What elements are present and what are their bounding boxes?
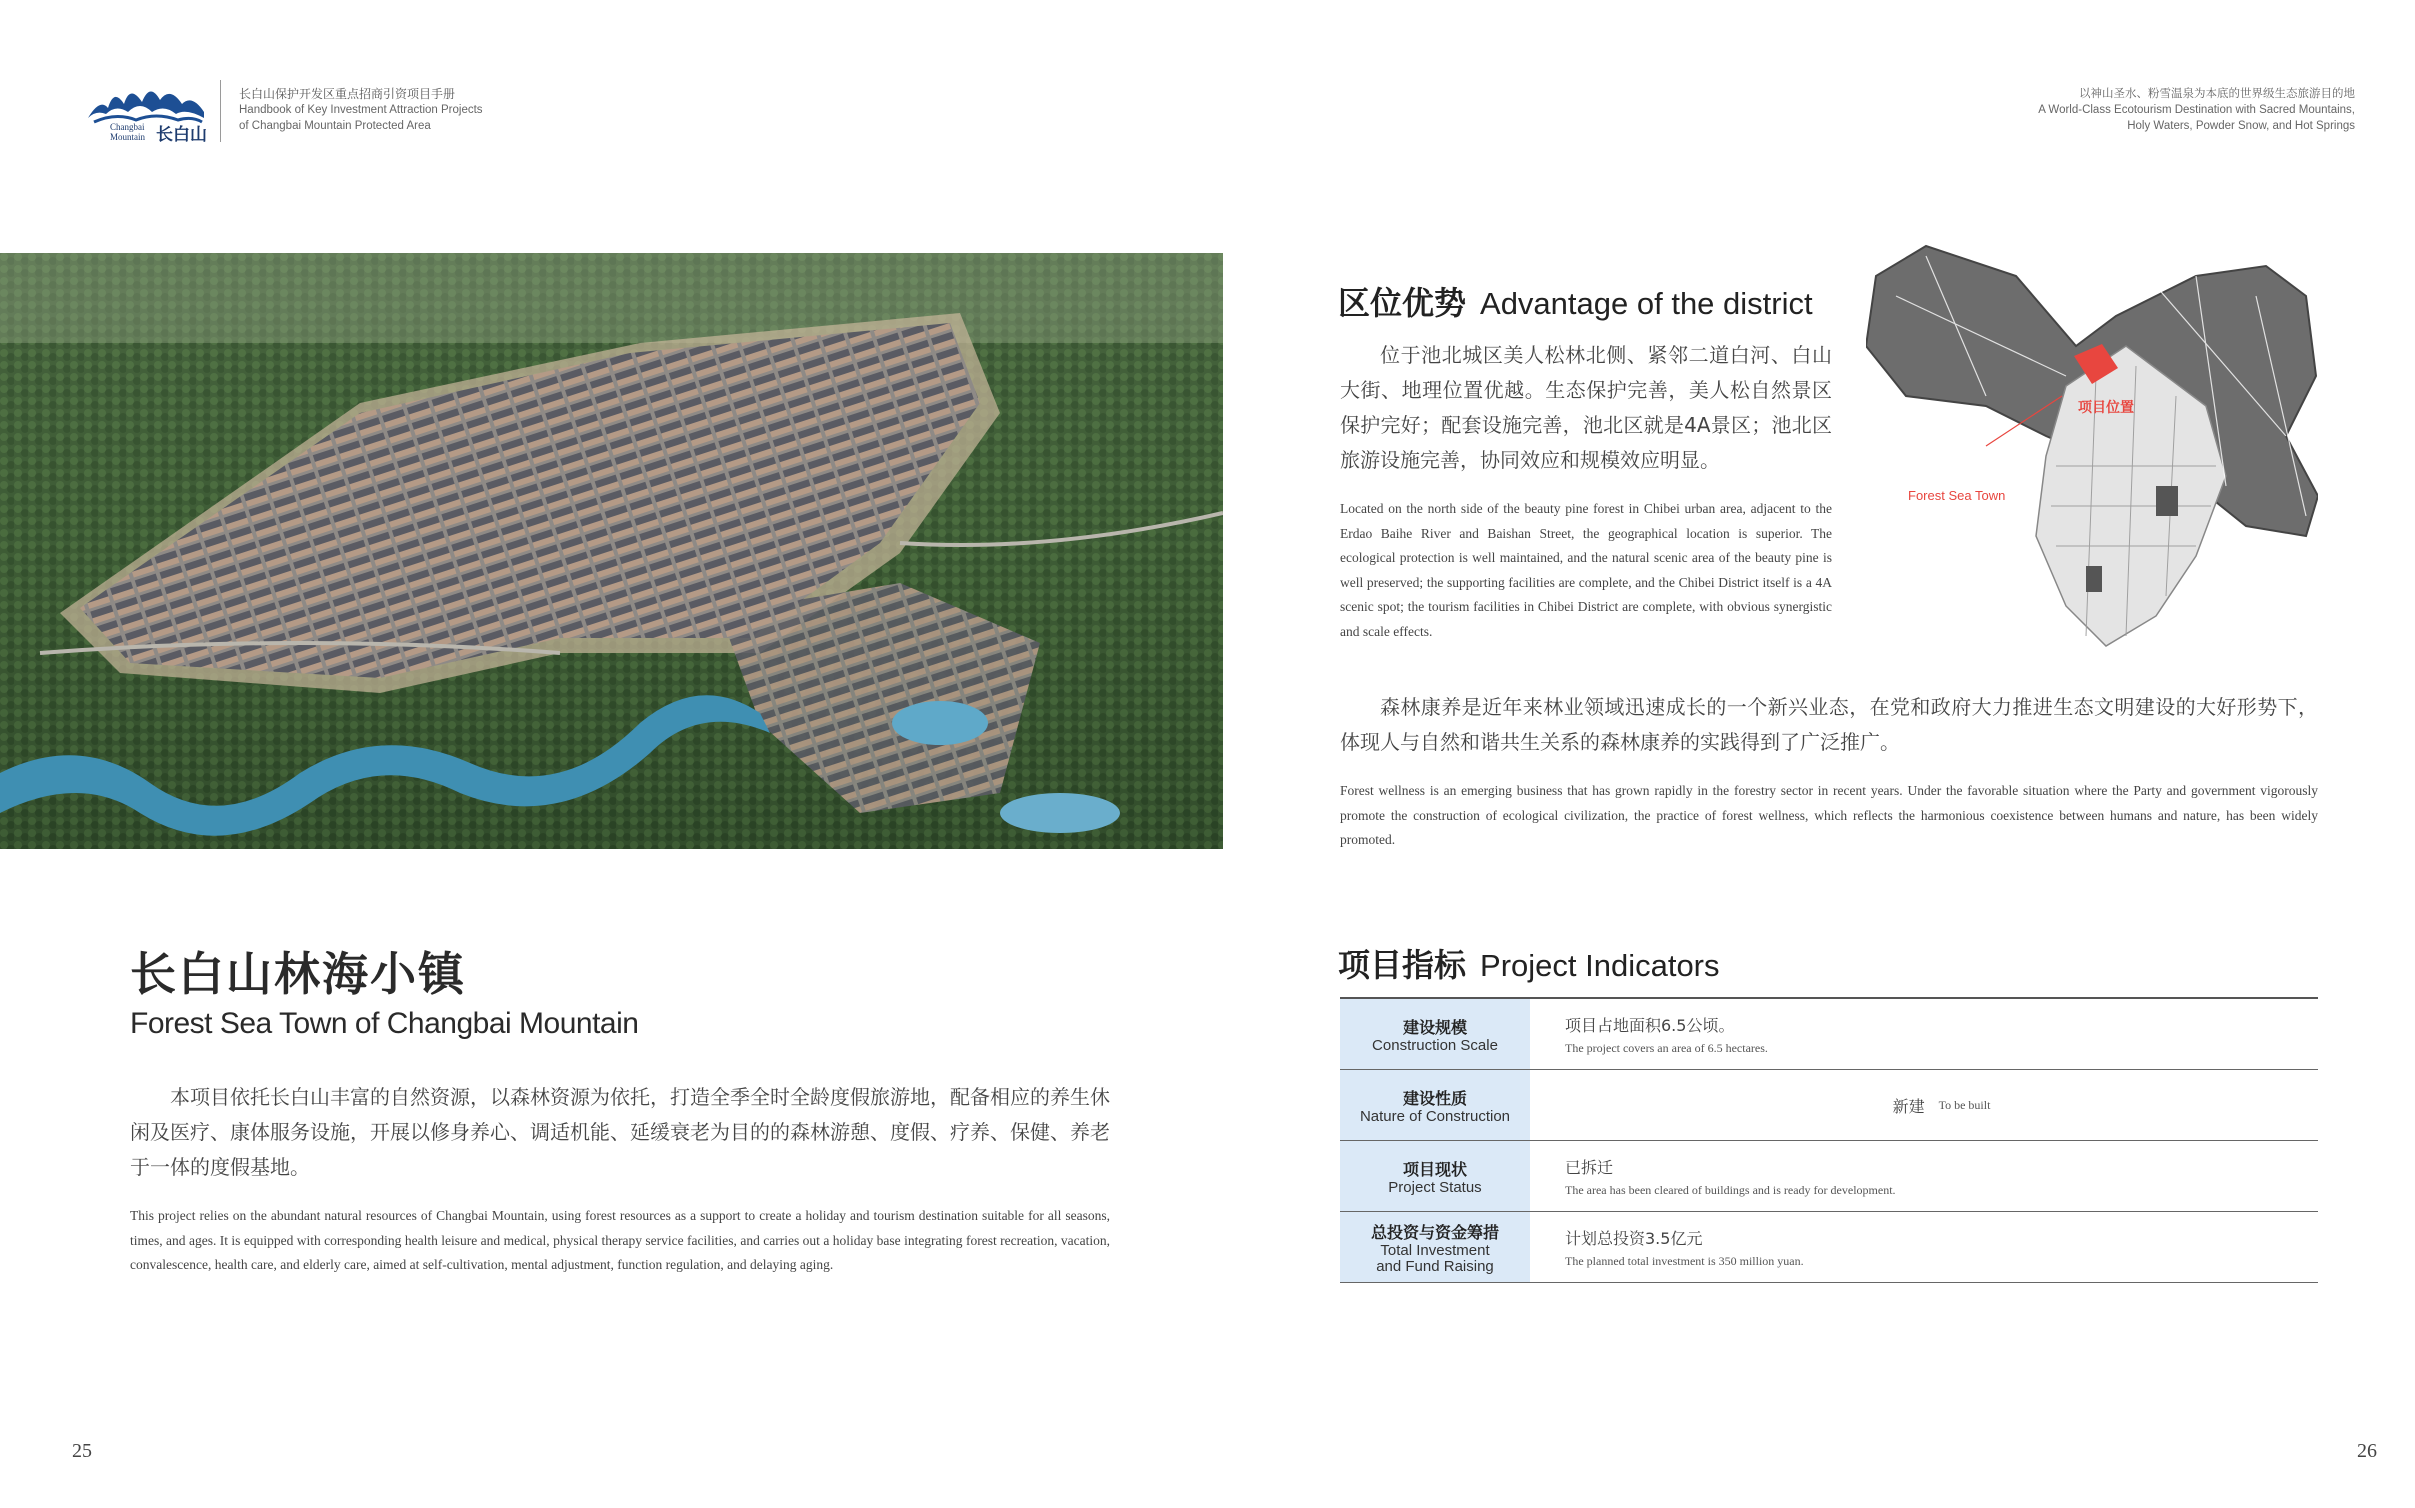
indicators-section-title bbox=[1338, 940, 1720, 986]
indicators-title-zh: 项目指标 bbox=[1338, 946, 1467, 984]
wellness-text-zh: 森林康养是近年来林业领域迅速成长的一个新兴业态，在党和政府大力推进生态文明建设的大好形势下，体现人与自然和谐共生关系的森林康养的实践得到了广泛推广。 bbox=[1340, 695, 2318, 754]
indicator-label: 建设规模 Construction Scale bbox=[1340, 999, 1530, 1069]
indicators-table bbox=[1340, 997, 2318, 1283]
table-row bbox=[1340, 1070, 2318, 1141]
aerial-rendering-image bbox=[0, 253, 1223, 849]
page-number-left: 25 bbox=[72, 1440, 92, 1462]
header-divider bbox=[220, 80, 221, 142]
table-row bbox=[1340, 999, 2318, 1070]
indicator-value: 新建 To be built bbox=[1892, 1096, 1991, 1116]
wellness-text-en: Forest wellness is an emerging business that has grown rapidly in the forestry sector in recent years. Under the favorable situation where the Party and government vigorously promote the construction of ecological civilization, the practice of forest wellness, which reflects the harmonious coexistence between humans and nature, has been widely promoted. bbox=[1340, 783, 2318, 847]
page-title-en: Forest Sea Town of Changbai Mountain bbox=[130, 1007, 639, 1040]
map-label-en: Forest Sea Town bbox=[1908, 488, 2006, 503]
handbook-title: 长白山保护开发区重点招商引资项目手册 Handbook of Key Investment Attraction Projects of Changbai Mountain Protected Area bbox=[239, 87, 483, 132]
logo-brand: 长白山 bbox=[156, 125, 207, 145]
indicators-title-en: Project Indicators bbox=[1480, 948, 1720, 983]
map-label-zh: 项目位置 bbox=[2078, 400, 2134, 416]
indicator-value: 已拆迁 The area has been cleared of buildings and is ready for development. bbox=[1565, 1157, 1896, 1197]
indicator-label: 项目现状 Project Status bbox=[1340, 1141, 1530, 1211]
district-title-zh: 区位优势 bbox=[1338, 284, 1467, 322]
indicator-value: 项目占地面积6.5公顷。 The project covers an area of 6.5 hectares. bbox=[1565, 1015, 1768, 1055]
table-row bbox=[1340, 1212, 2318, 1283]
indicator-label: 总投资与资金筹措 Total Investment and Fund Raising bbox=[1340, 1212, 1530, 1282]
intro-text-en: This project relies on the abundant natural resources of Changbai Mountain, using forest resources as a support to create a holiday and tourism destination suitable for all seasons, times, and ages. It is equipped with corresponding health leisure and medical, physical therapy service facilities, and carries out a holiday base integrating forest recreation, vacation, convalescence, health care, and elderly care, aimed at self-cultivation, mental adjustment, function regulation, and delaying aging. bbox=[130, 1208, 1110, 1272]
mountain-logo-icon bbox=[86, 78, 206, 126]
district-section-title bbox=[1338, 278, 1813, 324]
page-title-zh: 长白山林海小镇 bbox=[130, 947, 466, 1001]
intro-text-zh: 本项目依托长白山丰富的自然资源，以森林资源为依托，打造全季全时全龄度假旅游地，配备相应的养生休闲及医疗、康体服务设施，开展以修身养心、调适机能、延缓衰老为目的的森林游憩、度假、疗养、保健、养老于一体的度假基地。 bbox=[130, 1085, 1110, 1179]
destination-slogan: 以神山圣水、粉雪温泉为本底的世界级生态旅游目的地 A World-Class Ecotourism Destination with Sacred Mountains, Holy Waters, Powder Snow, and Hot Springs bbox=[2038, 88, 2355, 132]
location-map bbox=[1866, 236, 2318, 666]
district-title-en: Advantage of the district bbox=[1480, 286, 1813, 321]
table-row bbox=[1340, 1141, 2318, 1212]
district-text-en: Located on the north side of the beauty pine forest in Chibei urban area, adjacent to the Erdao Baihe River and Baishan Street, the geographical location is superior. The ecological protection is well maintained, and the natural scenic area of the beauty pine is well preserved; the supporting facilities are complete, and the Chibei District itself is a 4A scenic spot; the tourism facilities in Chibei District are complete, with obvious synergistic and scale effects. bbox=[1340, 501, 1832, 639]
indicator-label: 建设性质 Nature of Construction bbox=[1340, 1070, 1530, 1140]
indicator-value: 计划总投资3.5亿元 The planned total investment is 350 million yuan. bbox=[1565, 1228, 1804, 1268]
page-number-right: 26 bbox=[2357, 1440, 2377, 1462]
district-text-zh: 位于池北城区美人松林北侧、紧邻二道白河、白山大街、地理位置优越。生态保护完善，美人松自然景区保护完好；配套设施完善，池北区就是4A景区；池北区旅游设施完善，协同效应和规模效应明显。 bbox=[1340, 343, 1832, 472]
logo-caption: Changbai Mountain bbox=[110, 122, 145, 142]
